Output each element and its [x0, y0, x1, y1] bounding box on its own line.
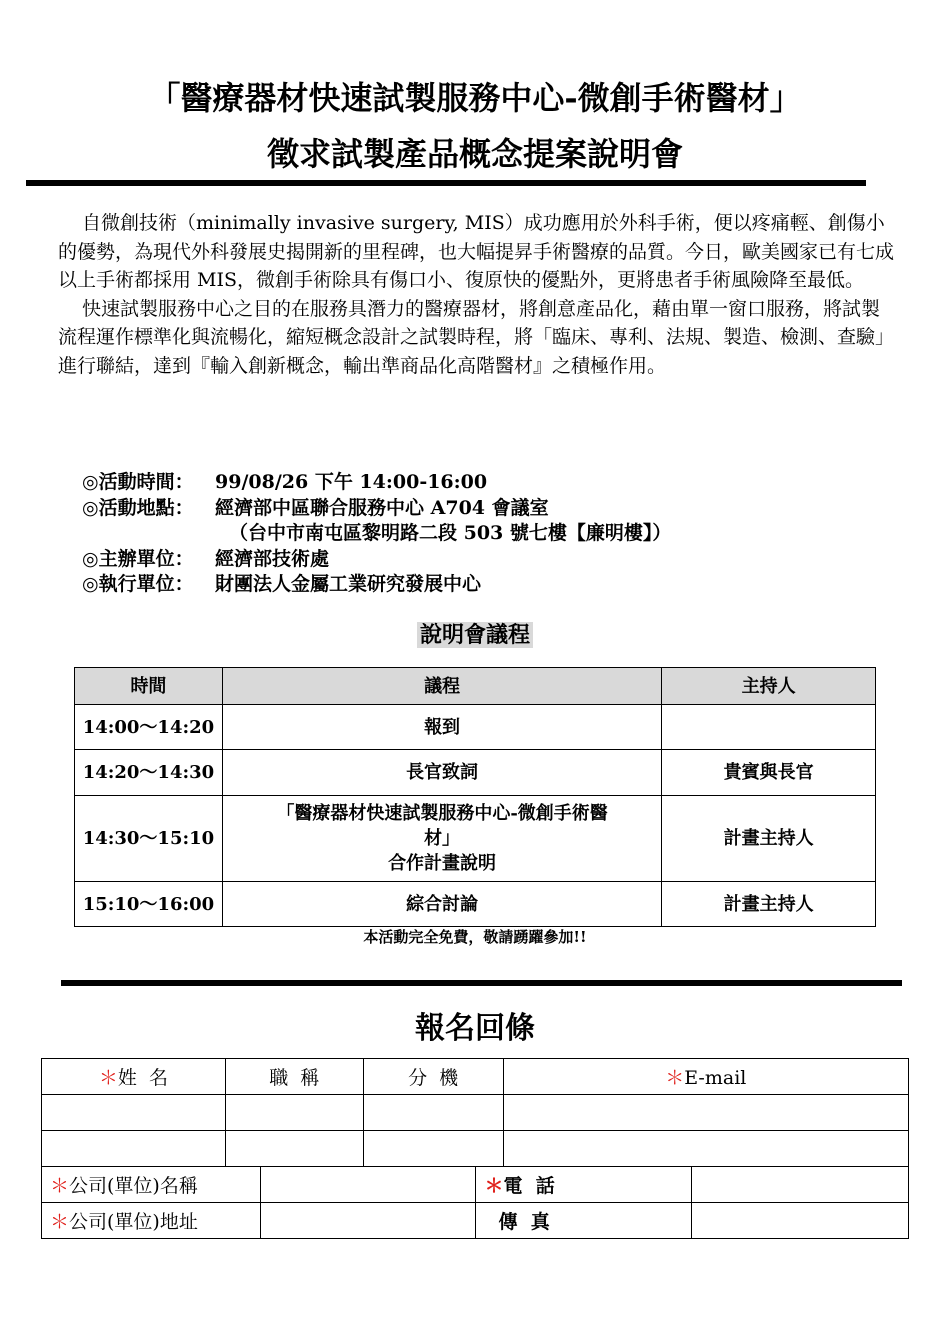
email-header [503, 1059, 908, 1095]
required-star: ＊ [50, 1175, 70, 1197]
name-label: 姓 名 [117, 1067, 168, 1089]
required-star: ＊ [98, 1067, 118, 1089]
agenda-item-line3: 合作計畫說明 [388, 853, 497, 874]
event-address: （台中市南屯區黎明路二段 503 號七樓【廉明樓】） [229, 522, 672, 544]
agenda-host: 計畫主持人 [662, 882, 876, 927]
table-row [75, 882, 876, 927]
company-name-label [42, 1167, 261, 1203]
company-name-field[interactable] [260, 1167, 476, 1203]
event-time-value: 99/08/26 下午 14:00-16:00 [215, 471, 488, 493]
registration-header-row [42, 1059, 909, 1095]
extension-field[interactable] [363, 1131, 503, 1167]
agenda-col-item: 議程 [222, 668, 661, 705]
name-header [42, 1059, 226, 1095]
agenda-item: 長官致詞 [222, 750, 661, 796]
agenda-item [222, 796, 661, 882]
phone-field[interactable] [692, 1167, 909, 1203]
agenda-item: 綜合討論 [222, 882, 661, 927]
name-field[interactable] [42, 1095, 226, 1131]
agenda-heading [0, 620, 950, 650]
fax-field[interactable] [692, 1203, 909, 1239]
title-header: 職 稱 [225, 1059, 363, 1095]
agenda-item-line2: 材」 [424, 828, 461, 849]
event-executor-label: ◎執行單位： [82, 573, 194, 595]
intro-text [58, 209, 898, 380]
title-field[interactable] [225, 1131, 363, 1167]
registration-title: 報名回條 [415, 1011, 535, 1046]
title-field[interactable] [225, 1095, 363, 1131]
table-row [75, 796, 876, 882]
page-title-line2: 徵求試製產品概念提案說明會 [266, 135, 683, 173]
email-field[interactable] [503, 1131, 908, 1167]
company-name-text: 公司(單位)名稱 [69, 1175, 198, 1197]
agenda-host: 計畫主持人 [662, 796, 876, 882]
event-place-row [82, 496, 902, 522]
free-event-note: 本活動完全免費，敬請踴躍參加!! [363, 928, 587, 946]
event-place-label: ◎活動地點： [82, 496, 194, 519]
agenda-time: 14:00～14:20 [75, 705, 223, 750]
company-name-row [42, 1167, 909, 1203]
event-place-value: 經濟部中區聯合服務中心 A704 會議室 [215, 496, 549, 519]
intro-paragraph-2: 快速試製服務中心之目的在服務具潛力的醫療器材，將創意產品化，藉由單一窗口服務，將試製流程運作標準化與流暢化，縮短概念設計之試製時程，將「臨床、專利、法規、製造、檢測、查驗」進行聯結，達到『輸入創新概念，輸出準商品化高階醫材』之積極作用。 [58, 297, 895, 377]
email-label: E-mail [684, 1067, 747, 1089]
agenda-col-time: 時間 [75, 668, 223, 705]
agenda-host [662, 705, 876, 750]
company-address-field[interactable] [260, 1203, 476, 1239]
phone-text: 電 話 [503, 1175, 555, 1197]
event-time-row [82, 470, 902, 496]
event-executor-value: 財團法人金屬工業研究發展中心 [215, 573, 482, 595]
table-row [75, 750, 876, 796]
agenda-table [74, 667, 876, 927]
event-organizer-value: 經濟部技術處 [215, 547, 330, 570]
agenda-header-row [75, 668, 876, 705]
event-organizer-row [82, 547, 902, 573]
event-organizer-label: ◎主辦單位： [82, 547, 194, 570]
email-field[interactable] [503, 1095, 908, 1131]
agenda-time: 14:30～15:10 [75, 796, 223, 882]
event-info [82, 470, 902, 598]
company-address-label [42, 1203, 261, 1239]
extension-field[interactable] [363, 1095, 503, 1131]
table-row [75, 705, 876, 750]
agenda-item: 報到 [222, 705, 661, 750]
page-title-line1: 「醫療器材快速試製服務中心-微創手術醫材」 [148, 79, 802, 117]
company-address-row [42, 1203, 909, 1239]
agenda-host: 貴賓與長官 [662, 750, 876, 796]
agenda-time: 15:10～16:00 [75, 882, 223, 927]
registration-table-company [41, 1166, 909, 1239]
agenda-col-host: 主持人 [662, 668, 876, 705]
registration-table-people [41, 1058, 909, 1167]
name-field[interactable] [42, 1131, 226, 1167]
title-divider [26, 180, 866, 186]
required-star: ＊ [484, 1175, 504, 1197]
agenda-time: 14:20～14:30 [75, 750, 223, 796]
event-time-label: ◎活動時間： [82, 471, 194, 493]
intro-paragraph-1: 自微創技術（minimally invasive surgery, MIS）成功應用於外科手術，便以疼痛輕、創傷小的優勢，為現代外科發展史揭開新的里程碑，也大幅提昇手術醫療的品質。今日，歐美國家已有七成以上手術都採用 MIS，微創手術除具有傷口小、復原快的優點外，更將患者手術風險降至最低。 [58, 212, 895, 291]
fax-label: 傳 真 [476, 1203, 692, 1239]
agenda-item-line1: 「醫療器材快速試製服務中心-微創手術醫 [276, 803, 608, 824]
section-divider [61, 980, 902, 986]
required-star: ＊ [665, 1067, 685, 1089]
phone-label [476, 1167, 692, 1203]
required-star: ＊ [50, 1211, 70, 1233]
agenda-heading-text: 說明會議程 [417, 622, 533, 648]
registration-entry-row [42, 1131, 909, 1167]
registration-entry-row [42, 1095, 909, 1131]
event-executor-row [82, 572, 902, 598]
company-address-text: 公司(單位)地址 [69, 1211, 198, 1233]
extension-header: 分 機 [363, 1059, 503, 1095]
